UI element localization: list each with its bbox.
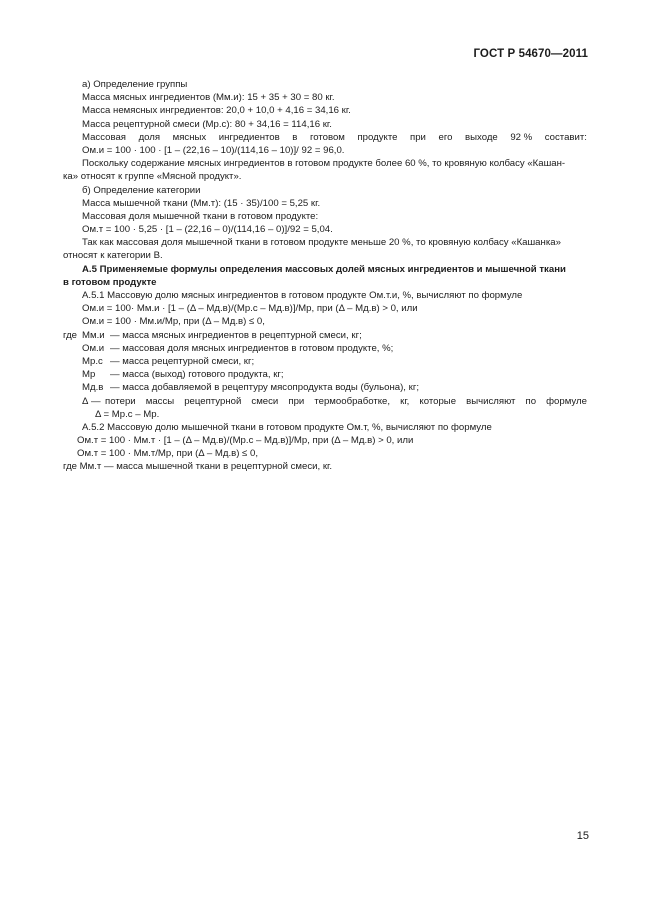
definition-label: где — [63, 329, 78, 341]
definition-text: — масса (выход) готового продукта, кг; — [110, 369, 284, 381]
definition-label — [63, 355, 82, 368]
page-number: 15 — [576, 830, 589, 842]
definition-text: — масса добавляемой в рецептуру мясопродукта воды (бульона), кг; — [110, 382, 419, 394]
definition-row — [63, 368, 587, 381]
word: рецептурной — [184, 395, 242, 407]
text-line: б) Определение категории — [82, 184, 201, 196]
definition-row — [63, 329, 587, 342]
definition-symbol: Oм.и — [82, 342, 105, 354]
formula-line: Oм.и = 100 · 100 · [1 – (22,16 – 10)/(114,16 – 10)]/ 92 = 96,0. — [82, 144, 345, 156]
word: составит: — [544, 131, 587, 143]
formula-line: Oм.и = 100 · Mм.и/Mр, при (Δ – Mд.в) ≤ 0, — [82, 316, 265, 328]
word: ингредиентов — [218, 131, 280, 143]
word: готовом — [309, 131, 345, 143]
definition-symbol: Mм.и — [82, 329, 105, 341]
document-header: ГОСТ Р 54670—2011 — [473, 48, 588, 60]
formula-line: Oм.т = 100 · Mм.т · [1 – (Δ – Mд.в)/(Mр.с – Mд.в)]/Mр, при (Δ – Mд.в) > 0, или — [77, 435, 414, 447]
text-line: А.5.2 Массовую долю мышечной ткани в готовом продукте Oм.т, %, вычисляют по формуле — [82, 421, 492, 433]
section-heading: А.5 Применяемые формулы определения массовых долей мясных ингредиентов и мышечной ткани — [82, 263, 566, 275]
word: формуле — [546, 395, 587, 407]
definition-row — [63, 342, 587, 355]
word: в — [292, 131, 298, 143]
word: доля — [138, 131, 161, 143]
definition-dash: — — [91, 395, 101, 407]
word: выходе — [465, 131, 498, 143]
definitions-list — [63, 329, 587, 408]
definition-row — [63, 355, 587, 368]
text-line: Массовая доля мышечной ткани в готовом продукте: — [82, 210, 319, 222]
text-line: Масса немясных ингредиентов: 20,0 + 10,0 + 4,16 = 34,16 кг. — [82, 105, 351, 117]
document-body — [63, 78, 587, 474]
formula-line: Oм.т = 100 · 5,25 · [1 – (22,16 – 0)/(114,16 – 0)]/92 = 5,04. — [82, 224, 333, 236]
definition-symbol: Mд.в — [82, 382, 104, 394]
word: мясных — [172, 131, 207, 143]
definition-text: — массовая доля мясных ингредиентов в готовом продукте, %; — [110, 342, 394, 354]
formula-line: Oм.и = 100· Mм.и · [1 – (Δ – Mд.в)/(Mр.с – Mд.в)]/Mр, при (Δ – Mд.в) > 0, или — [82, 303, 418, 315]
text-line: Так как массовая доля мышечной ткани в готовом продукте меньше 20 %, то кровяную колбасу «Кашанка» — [82, 237, 561, 249]
justified-line — [63, 131, 587, 144]
word: Массовая — [82, 131, 126, 143]
word: термообработке, — [314, 395, 391, 407]
word: смеси — [251, 395, 279, 407]
word: которые — [419, 395, 457, 407]
word: вычисляют — [466, 395, 516, 407]
text-line: ка» относят к группе «Мясной продукт». — [63, 171, 242, 183]
word: при — [410, 131, 426, 143]
word: потери — [105, 395, 136, 407]
definition-label — [63, 342, 82, 355]
word: 92 % — [510, 131, 533, 143]
text-line: относят к категории В. — [63, 250, 163, 262]
text-line: Масса мышечной ткани (Mм.т): (15 · 35)/100 = 5,25 кг. — [82, 197, 321, 209]
text-line: а) Определение группы — [82, 79, 188, 90]
definition-symbol: Δ — [82, 395, 89, 407]
word: продукте — [357, 131, 398, 143]
formula-line: Δ = Mр.с – Mр. — [95, 408, 160, 420]
formula-line: Oм.т = 100 · Mм.т/Mр, при (Δ – Mд.в) ≤ 0, — [77, 448, 258, 460]
definition-row — [63, 381, 587, 394]
definition-symbol: Mр — [82, 369, 96, 381]
text-line: Масса рецептурной смеси (Mр.с): 80 + 34,16 = 114,16 кг. — [82, 118, 332, 130]
definition-label — [63, 395, 82, 408]
word: его — [438, 131, 453, 143]
word: при — [288, 395, 305, 407]
definition-text: — масса мясных ингредиентов в рецептурной смеси, кг; — [110, 329, 362, 341]
word: массы — [145, 395, 175, 407]
definition-symbol: Mр.с — [82, 355, 103, 367]
word: кг, — [400, 395, 410, 407]
definition-row-delta — [63, 395, 587, 408]
definition-label — [63, 381, 82, 394]
definition-line: где Mм.т — масса мышечной ткани в рецептурной смеси, кг. — [63, 461, 333, 473]
definition-text: — масса рецептурной смеси, кг; — [110, 355, 255, 367]
word: по — [525, 395, 537, 407]
text-line: А.5.1 Массовую долю мясных ингредиентов в готовом продукте Oм.т.и, %, вычисляют по формуле — [82, 290, 523, 301]
justified-words — [105, 395, 587, 408]
section-heading-cont: в готовом продукте — [63, 276, 157, 288]
text-line: Масса мясных ингредиентов (Mм.и): 15 + 35 + 30 = 80 кг. — [82, 92, 335, 104]
text-line: Поскольку содержание мясных ингредиентов в готовом продукте более 60 %, то кровяную колбасу «Кашан- — [82, 158, 566, 170]
definition-label — [63, 368, 82, 381]
